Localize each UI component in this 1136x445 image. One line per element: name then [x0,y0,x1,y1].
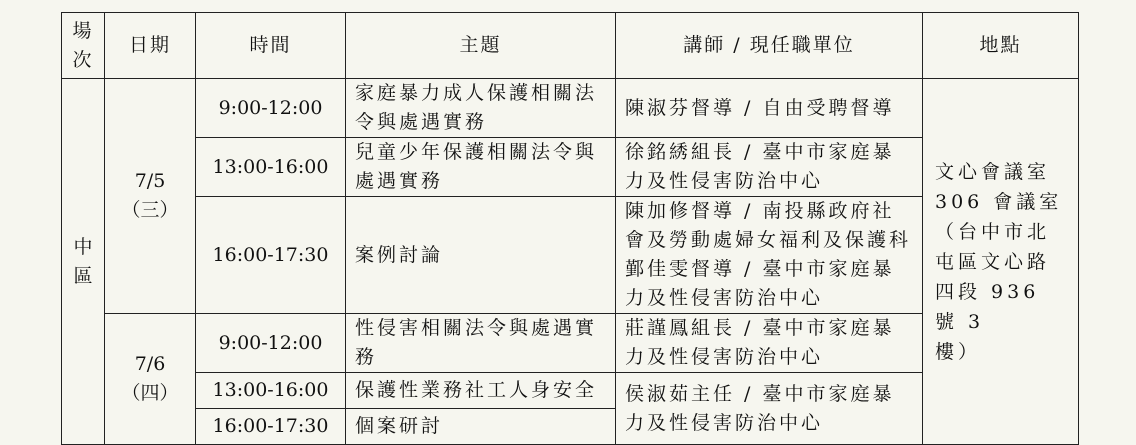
venue-line6: 樓） [935,340,982,363]
region-cell [62,79,105,445]
venue-line4: 屯區文心路 [935,250,1051,273]
topic-cell: 性侵害相關法令與處遇實務 [346,314,616,373]
header-session-line1: 場 [72,19,94,42]
time-cell: 16:00-17:30 [196,197,346,314]
date-text: 7/5 [134,170,166,192]
date-cell-day1 [105,79,196,314]
region-line1: 中 [73,235,93,258]
venue-line5: 四段 936 號 3 [935,280,1040,333]
header-time: 時間 [196,13,346,79]
topic-cell: 兒童少年保護相關法令與處遇實務 [346,138,616,197]
weekday-text: （四） [121,382,179,404]
time-cell: 13:00-16:00 [196,373,346,409]
lecturer-cell: 陳淑芬督導 / 自由受聘督導 [616,79,923,138]
venue-line1: 文心會議室 [935,160,1051,183]
header-session-line2: 次 [72,48,94,71]
header-topic: 主題 [346,13,616,79]
time-cell: 9:00-12:00 [196,314,346,373]
time-cell: 13:00-16:00 [196,138,346,197]
header-location: 地點 [923,13,1079,79]
lecturer-cell: 侯淑茹主任 / 臺中市家庭暴力及性侵害防治中心 [616,373,923,445]
time-cell: 9:00-12:00 [196,79,346,138]
header-date: 日期 [105,13,196,79]
topic-cell: 個案研討 [346,409,616,445]
topic-cell: 家庭暴力成人保護相關法令與處遇實務 [346,79,616,138]
location-cell [923,79,1079,445]
header-lecturer: 講師 / 現任職單位 [616,13,923,79]
header-row [62,13,1079,79]
lecturer-cell: 陳加修督導 / 南投縣政府社會及勞動處婦女福利及保護科鄞佳雯督導 / 臺中市家庭暴力及性侵害防治中心 [616,197,923,314]
time-cell: 16:00-17:30 [196,409,346,445]
weekday-text: （三） [121,199,179,221]
topic-cell: 保護性業務社工人身安全 [346,373,616,409]
region-line2: 區 [73,264,93,287]
header-session [62,13,105,79]
lecturer-cell: 徐銘綉組長 / 臺中市家庭暴力及性侵害防治中心 [616,138,923,197]
venue-line3: （台中市北 [935,220,1051,243]
date-cell-day2 [105,314,196,445]
date-text: 7/6 [134,353,166,375]
venue-line2: 306 會議室 [935,190,1063,213]
lecturer-cell: 莊謹鳳組長 / 臺中市家庭暴力及性侵害防治中心 [616,314,923,373]
table-row [62,79,1079,138]
topic-cell: 案例討論 [346,197,616,314]
schedule-table [61,12,1079,445]
